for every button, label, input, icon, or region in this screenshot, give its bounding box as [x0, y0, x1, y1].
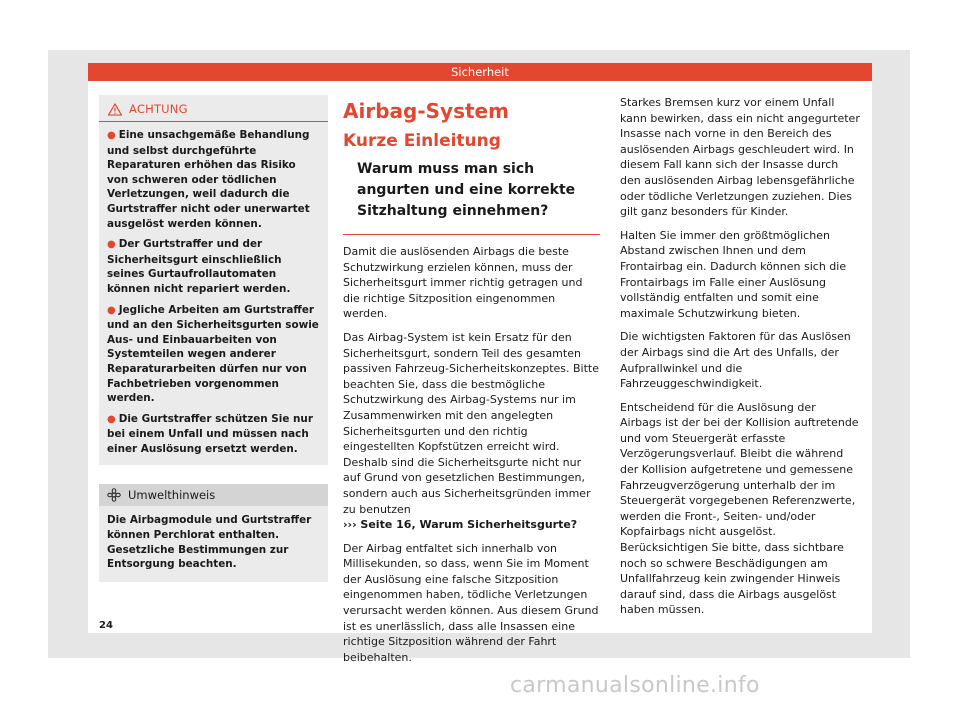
left-column — [99, 95, 328, 582]
page-number: 24 — [99, 620, 113, 631]
warning-item — [99, 231, 328, 296]
warning-item — [99, 297, 328, 406]
page-title: Airbag-System — [343, 99, 509, 123]
environment-title: Umwelthinweis — [128, 488, 216, 503]
warning-triangle-icon — [107, 103, 123, 116]
bullet-dot-icon: ● — [107, 304, 116, 316]
warning-item-text: Der Gurtstraffer und der Sicherheitsgurt einschließlich seines Gurtaufrollautomaten können nicht repariert werden. — [107, 238, 291, 295]
paragraph — [343, 330, 600, 533]
warning-box — [99, 95, 328, 465]
page-reference-link[interactable]: ››› Seite 16, Warum Sicherheitsgurte? — [343, 518, 578, 532]
environment-text: Die Airbagmodule und Gurtstraffer können Perchlorat enthalten. Gesetzliche Bestimmungen zur Entsorgung beachten. — [107, 514, 312, 571]
section-subtitle: Kurze Einleitung — [343, 131, 501, 151]
paragraph: Starkes Bremsen kurz vor einem Unfall kann bewirken, dass ein nicht angegurteter Insasse nach vorne in den Bereich des auslösenden Airbags geschleudert wird. In diesem Fall kann sich der Insasse durch den auslösenden Airbag lebensgefährliche oder tödliche Verletzungen zuziehen. Dies gilt ganz besonders für Kinder. — [620, 96, 860, 219]
paragraph-text: Das Airbag-System ist kein Ersatz für den Sicherheitsgurt, sondern Teil des gesamten passiven Fahrzeug-Sicherheitskonzeptes. Bitte beachten Sie, dass die bestmögliche Schutzwirkung des Airbag-Systems nur im Zusammenwirken mit den angelegten Sicherheitsgurten und den richtig eingestellten Kopfstützen erreicht wird. Deshalb sind die Sicherheitsgurte nicht nur auf Grund von gesetzlichen Bestimmungen, sondern auch aus Sicherheitsgründen immer zu benutzen — [343, 330, 600, 516]
question-heading: Warum muss man sich angurten und eine korrekte Sitzhaltung einnehmen? — [343, 159, 600, 235]
warning-title: ACHTUNG — [129, 102, 188, 116]
middle-column — [343, 95, 600, 673]
bullet-dot-icon: ● — [107, 413, 116, 425]
paragraph: Die wichtigsten Faktoren für das Auslösen der Airbags sind die Art des Unfalls, der Aufprallwinkel und die Fahrzeuggeschwindigkeit. — [620, 330, 851, 391]
paragraph: Halten Sie immer den größtmöglichen Abstand zwischen Ihnen und dem Frontairbag ein. Dadurch können sich die Frontairbags im Falle einer Auslösung vollständig entfalten und somit eine maximale Schutzwirkung bieten. — [620, 228, 847, 320]
warning-item — [99, 122, 328, 231]
section-header: Sicherheit — [88, 63, 872, 81]
right-column — [620, 95, 860, 626]
warning-item — [99, 406, 328, 457]
paragraph: Damit die auslösenden Airbags die beste Schutzwirkung erzielen können, muss der Sicherheitsgurt immer richtig getragen und die richtige Sitzposition eingenommen werden. — [343, 245, 583, 321]
environment-box — [99, 484, 328, 581]
warning-item-text: Die Gurtstraffer schützen Sie nur bei einem Unfall und müssen nach einer Auslösung ersetzt werden. — [107, 412, 313, 455]
bullet-dot-icon: ● — [107, 239, 116, 251]
warning-item-text: Jegliche Arbeiten am Gurtstraffer und an den Sicherheitsgurten sowie Aus- und Einbauarbeiten von Systemteilen wegen anderer Reparaturarbeiten dürfen nur von Fachbetrieben vorgenommen werden. — [107, 303, 319, 405]
watermark: carmanualsonline.info — [510, 673, 760, 698]
bullet-dot-icon: ● — [107, 130, 116, 141]
warning-item-text: Eine unsachgemäße Behandlung und selbst durchgeführte Reparaturen erhöhen das Risiko von schweren oder tödlichen Verletzungen, weil dadurch die Gurtstraffer nicht oder unerwartet ausgelöst werden können. — [107, 129, 310, 230]
environment-flower-icon — [107, 488, 121, 502]
environment-header — [99, 484, 328, 506]
paragraph: Der Airbag entfaltet sich innerhalb von Millisekunden, so dass, wenn Sie im Moment der Auslösung eine falsche Sitzposition eingenommen haben, tödliche Verletzungen verursacht werden können. Aus diesem Grund ist es unerlässlich, dass alle Insassen eine richtige Sitzposition während der Fahrt beibehalten. — [343, 541, 599, 664]
paragraph: Entscheidend für die Auslösung der Airbags ist der bei der Kollision auftretende und vom Steuergerät erfasste Verzögerungsverlauf. Bleibt die während der Kollision aufgetretene und gemessene Fahrzeugverzögerung unterhalb der im Steuergerät vorgegebenen Referenzwerte, werden die Front-, Seiten- und/oder Kopfairbags nicht ausgelöst. Berücksichtigen Sie bitte, dass sichtbare noch so schwere Beschädigungen am Unfallfahrzeug kein zwingender Hinweis darauf sind, dass die Airbags ausgelöst haben müssen. — [620, 400, 859, 617]
warning-header — [99, 95, 328, 122]
